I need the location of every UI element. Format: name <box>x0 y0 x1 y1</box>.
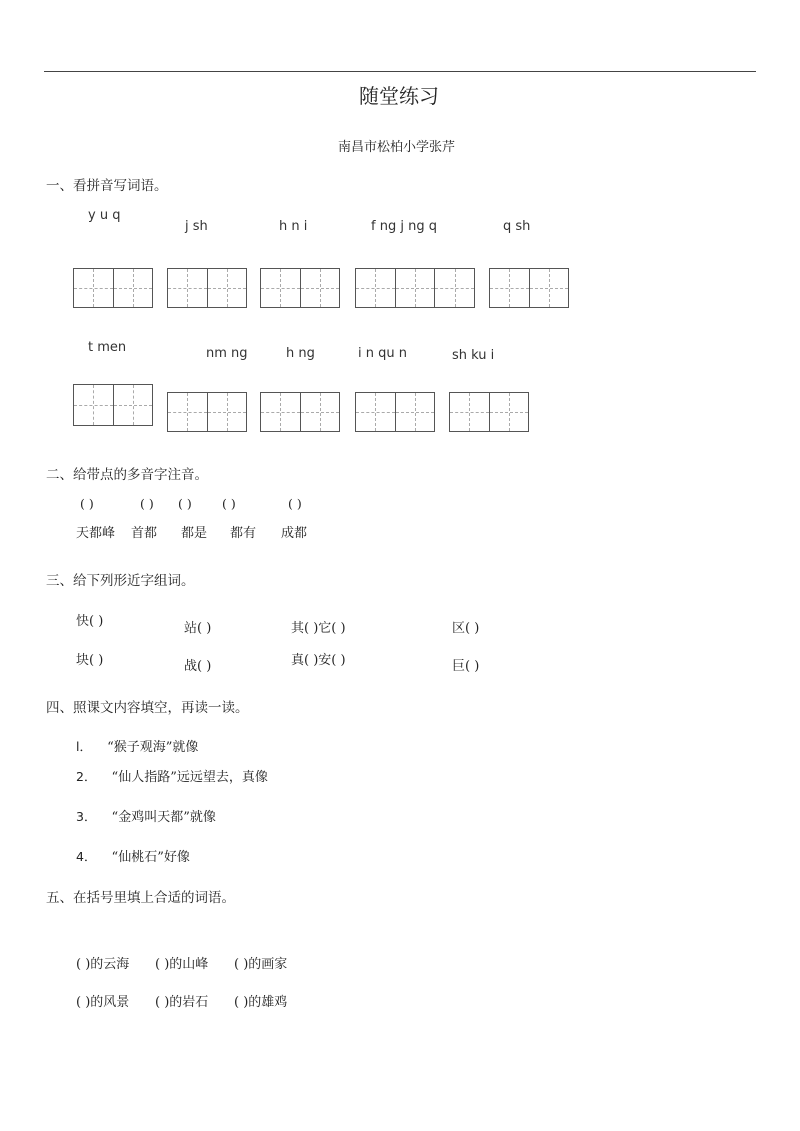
writing-grid[interactable] <box>355 268 475 308</box>
word-pair[interactable]: 区( ) <box>452 621 480 636</box>
word-pair[interactable]: 站( ) <box>184 621 212 636</box>
word-pair[interactable]: 快( ) <box>76 614 104 629</box>
word: 都是 <box>181 526 208 541</box>
word-pair[interactable]: 战( ) <box>184 659 212 674</box>
pinyin-7: nm ng <box>206 346 248 361</box>
answer-bracket[interactable]: ( ) <box>80 496 94 511</box>
item-text: “仙桃石”好像 <box>111 850 190 865</box>
answer-bracket[interactable]: ( ) <box>140 496 154 511</box>
fill-item <box>76 766 268 785</box>
word: 成都 <box>281 526 308 541</box>
phrase[interactable]: ( )的山峰 <box>155 957 209 972</box>
pinyin-4: f ng j ng q <box>371 219 437 234</box>
word-pair[interactable]: 块( ) <box>76 653 104 668</box>
writing-grid[interactable] <box>167 392 247 432</box>
phrase[interactable]: ( )的画家 <box>234 957 288 972</box>
top-rule <box>44 71 756 72</box>
pinyin-1: y u q <box>88 208 121 223</box>
word-pair[interactable]: 巨( ) <box>452 659 480 674</box>
pinyin-8: h ng <box>286 346 315 361</box>
section1-heading: 一、看拼音写词语。 <box>46 178 168 194</box>
fill-item <box>76 736 198 755</box>
item-number: 4． <box>76 849 97 864</box>
writing-grid[interactable] <box>260 268 340 308</box>
writing-grid[interactable] <box>260 392 340 432</box>
pinyin-3: h n i <box>279 219 308 234</box>
word: 首都 <box>131 526 158 541</box>
section5-heading: 五、在括号里填上合适的词语。 <box>46 890 235 906</box>
phrase[interactable]: ( )的云海 <box>76 957 130 972</box>
section2-heading: 二、给带点的多音字注音。 <box>46 467 208 483</box>
phrase[interactable]: ( )的岩石 <box>155 995 209 1010</box>
writing-grid[interactable] <box>489 268 569 308</box>
word: 天都峰 <box>76 526 116 541</box>
writing-grid[interactable] <box>167 268 247 308</box>
item-text: “金鸡叫天都”就像 <box>111 810 216 825</box>
word: 都有 <box>230 526 257 541</box>
pinyin-6: t men <box>88 340 127 355</box>
pinyin-10: sh ku i <box>452 348 495 363</box>
pinyin-5: q sh <box>503 219 531 234</box>
phrase[interactable]: ( )的雄鸡 <box>234 995 288 1010</box>
item-number: l． <box>76 739 92 754</box>
section4-heading: 四、照课文内容填空，再读一读。 <box>46 700 249 716</box>
author-line: 南昌市松柏小学张芹 <box>338 140 456 155</box>
item-text: “猴子观海”就像 <box>107 740 199 755</box>
word-pair[interactable]: 其( )它( ) <box>291 621 346 636</box>
answer-bracket[interactable]: ( ) <box>288 496 302 511</box>
page-title: 随堂练习 <box>359 84 439 108</box>
item-number: 2． <box>76 769 97 784</box>
fill-item <box>76 806 216 825</box>
writing-grid[interactable] <box>73 268 153 308</box>
writing-grid[interactable] <box>355 392 435 432</box>
answer-bracket[interactable]: ( ) <box>178 496 192 511</box>
word-pair[interactable]: 真( )安( ) <box>291 653 346 668</box>
phrase[interactable]: ( )的风景 <box>76 995 130 1010</box>
pinyin-2: j sh <box>185 219 208 234</box>
pinyin-9: i n qu n <box>358 346 407 361</box>
writing-grid[interactable] <box>73 384 153 426</box>
answer-bracket[interactable]: ( ) <box>222 496 236 511</box>
item-text: “仙人指路”远远望去，真像 <box>111 770 268 785</box>
writing-grid[interactable] <box>449 392 529 432</box>
fill-item <box>76 846 190 865</box>
item-number: 3． <box>76 809 97 824</box>
section3-heading: 三、给下列形近字组词。 <box>46 573 195 589</box>
